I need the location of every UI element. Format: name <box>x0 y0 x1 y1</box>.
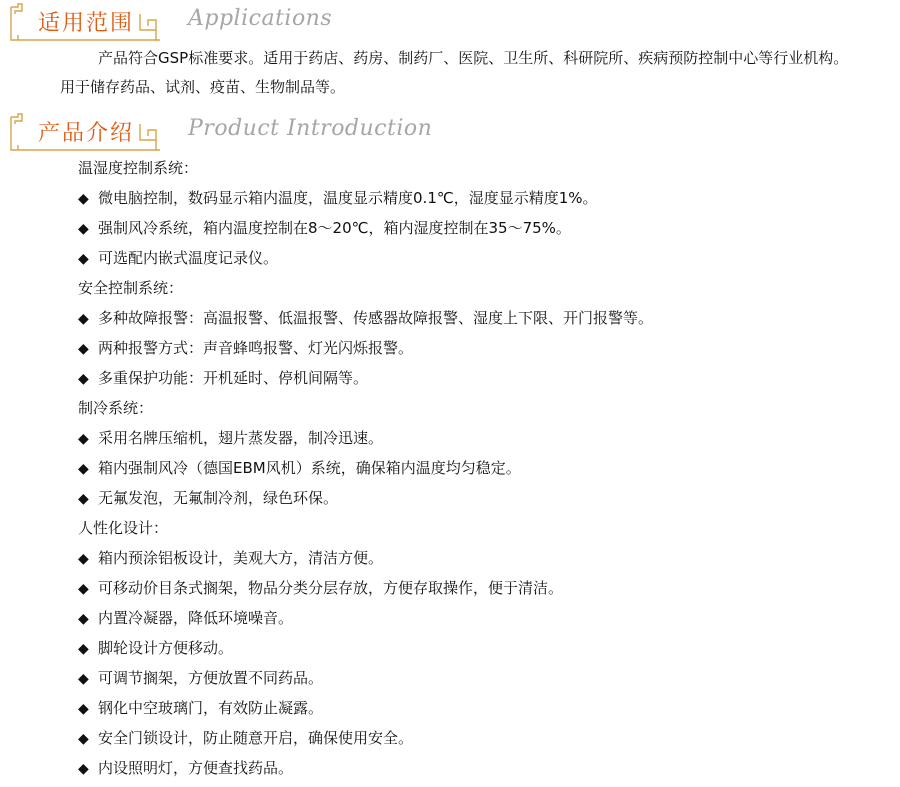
list-item: ◆ 可选配内嵌式温度记录仪。 <box>78 249 279 267</box>
diamond-bullet-icon: ◆ <box>78 491 89 507</box>
diamond-bullet-icon: ◆ <box>78 431 89 447</box>
list-item: ◆ 微电脑控制，数码显示箱内温度，温度显示精度0.1℃，湿度显示精度1%。 <box>78 189 598 207</box>
list-item: ◆ 采用名牌压缩机，翅片蒸发器，制冷迅速。 <box>78 429 384 447</box>
list-item: ◆ 可移动价目条式搁架，物品分类分层存放，方便存取操作，便于清洁。 <box>78 579 564 597</box>
section-title-cn: 产品介绍 <box>38 121 135 146</box>
list-item: ◆ 内置冷凝器，降低环境噪音。 <box>78 609 294 627</box>
list-item: ◆ 箱内预涂铝板设计，美观大方，清洁方便。 <box>78 549 384 567</box>
diamond-bullet-icon: ◆ <box>78 251 89 267</box>
diamond-bullet-icon: ◆ <box>78 341 89 357</box>
group-title-cooling: 制冷系统： <box>78 399 154 417</box>
list-item: ◆ 强制风冷系统，箱内温度控制在8～20℃，箱内湿度控制在35～75%。 <box>78 219 571 237</box>
diamond-bullet-icon: ◆ <box>78 371 89 387</box>
diamond-bullet-icon: ◆ <box>78 671 89 687</box>
list-item: ◆ 两种报警方式：声音蜂鸣报警、灯光闪烁报警。 <box>78 339 414 357</box>
diamond-bullet-icon: ◆ <box>78 221 89 237</box>
section-title-cn: 适用范围 <box>38 11 135 36</box>
section-header-product-intro <box>8 112 888 154</box>
list-item: ◆ 钢化中空玻璃门，有效防止凝露。 <box>78 699 324 717</box>
list-item: ◆ 无氟发泡，无氟制冷剂，绿色环保。 <box>78 489 339 507</box>
list-item: ◆ 安全门锁设计，防止随意开启，确保使用安全。 <box>78 729 414 747</box>
diamond-bullet-icon: ◆ <box>78 641 89 657</box>
section-header-applications <box>8 2 888 44</box>
diamond-bullet-icon: ◆ <box>78 761 89 777</box>
list-item: ◆ 内设照明灯，方便查找药品。 <box>78 759 294 777</box>
group-title-temp-humidity: 温湿度控制系统： <box>78 159 199 177</box>
list-item: ◆ 脚轮设计方便移动。 <box>78 639 234 657</box>
applications-paragraph: 产品符合GSP标准要求。适用于药店、药房、制药厂、医院、卫生所、科研院所、疾病预防控制中心等行业机构。用于储存药品、试剂、疫苗、生物制品等。 <box>60 49 849 96</box>
diamond-bullet-icon: ◆ <box>78 461 89 477</box>
diamond-bullet-icon: ◆ <box>78 551 89 567</box>
diamond-bullet-icon: ◆ <box>78 311 89 327</box>
list-item: ◆ 多重保护功能：开机延时、停机间隔等。 <box>78 369 369 387</box>
diamond-bullet-icon: ◆ <box>78 731 89 747</box>
section-title-en: Applications <box>188 6 333 31</box>
list-item: ◆ 箱内强制风冷（德国EBM风机）系统，确保箱内温度均匀稳定。 <box>78 459 521 477</box>
diamond-bullet-icon: ◆ <box>78 191 89 207</box>
diamond-bullet-icon: ◆ <box>78 701 89 717</box>
group-title-safety: 安全控制系统： <box>78 279 184 297</box>
list-item: ◆ 可调节搁架，方便放置不同药品。 <box>78 669 324 687</box>
group-title-design: 人性化设计： <box>78 519 169 537</box>
list-item: ◆ 多种故障报警：高温报警、低温报警、传感器故障报警、湿度上下限、开门报警等。 <box>78 309 654 327</box>
section-title-en: Product Introduction <box>188 116 433 141</box>
diamond-bullet-icon: ◆ <box>78 581 89 597</box>
diamond-bullet-icon: ◆ <box>78 611 89 627</box>
